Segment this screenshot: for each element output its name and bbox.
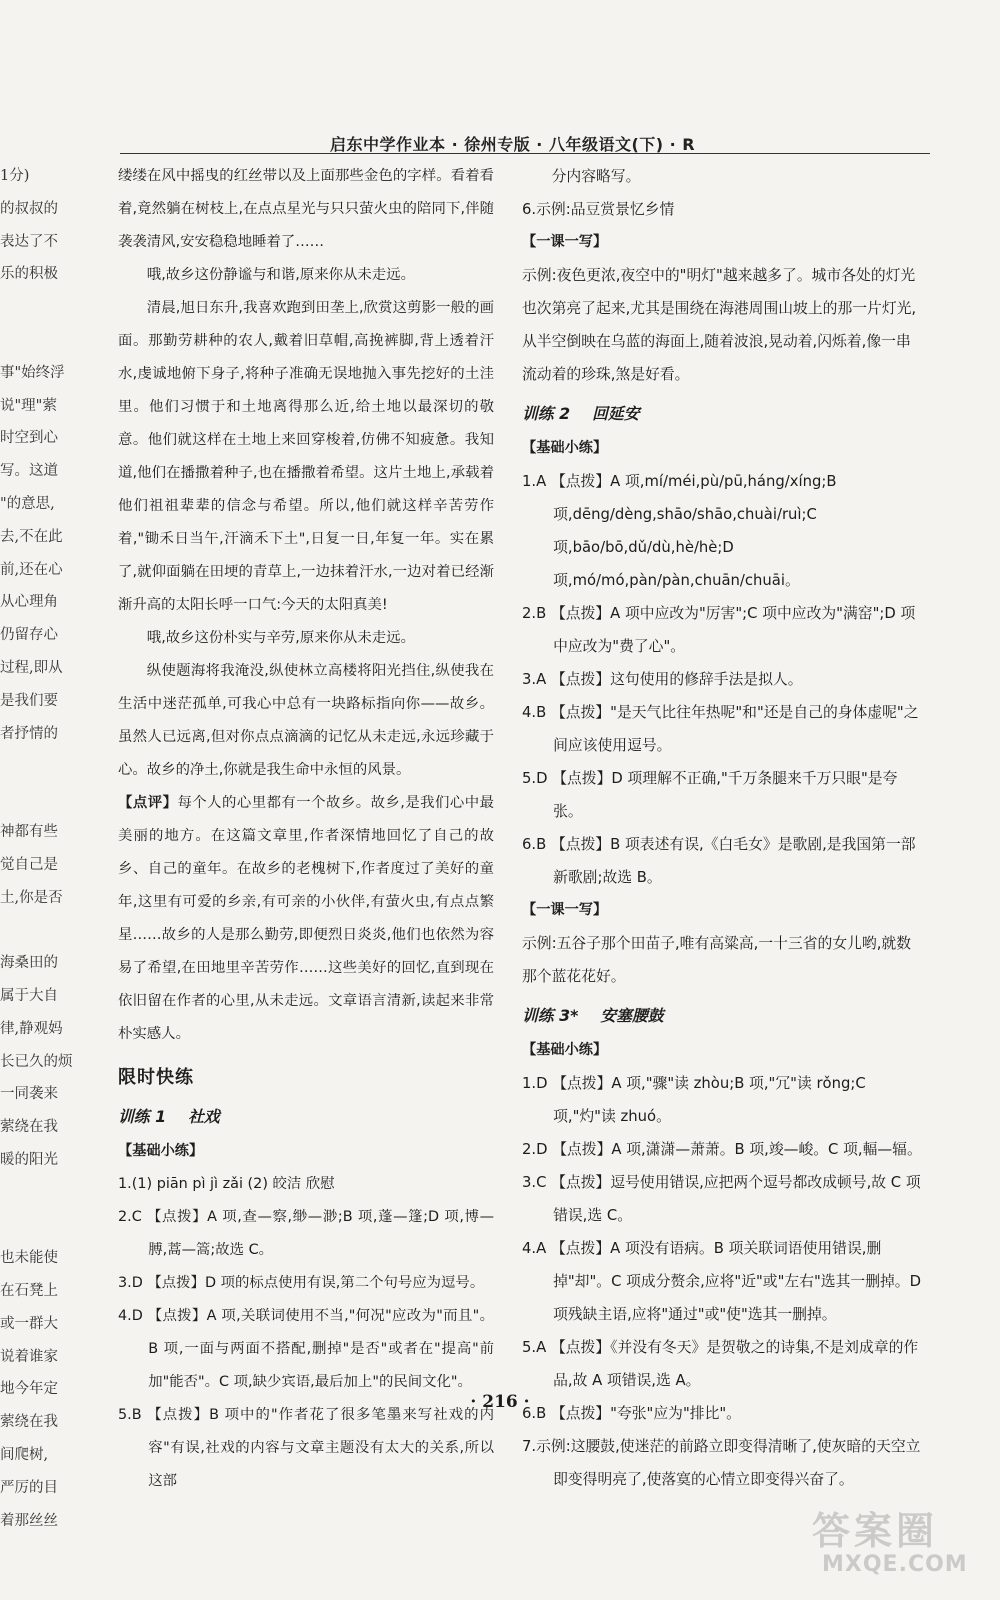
left-line: 表达了不 [0,233,58,250]
essay-paragraph: 纵使题海将我淹没,纵使林立高楼将阳光挡住,纵使我在生活中迷茫孤单,可我心中总有一块路标指向你——故乡。虽然人已远离,但对你点点滴滴的记忆从未走远,永远珍藏于心。故乡的净土,你就是我生命中永恒的风景。 [118,663,494,778]
left-line: 写。这道 [0,463,58,480]
left-line: 者抒情的 [0,725,58,742]
answer-item: 2.D 【点拨】A 项,潇潇—萧萧。B 项,竣—峻。C 项,輻—辐。 [522,1141,922,1158]
answer-item: 4.D 【点拨】A 项,关联词使用不当,"何况"应改为"而且"。B 项,一面与两面不搭配,删掉"是否"或者在"提高"前加"能否"。C 项,缺少宾语,最后加上"的民间文化"。 [118,1308,494,1390]
writing-sample: 示例:五谷子那个田苗子,唯有高粱高,一十三省的女儿哟,就数那个蓝花花好。 [522,935,912,985]
comment-label: 【点评】 [118,795,178,811]
left-line [0,750,78,783]
essay-paragraph: 哦,故乡这份静谧与和谐,原来你从未走远。 [146,267,415,283]
left-line: 过程,即从 [0,659,63,676]
answer-item: 2.C 【点拨】A 项,查—察,缈—渺;B 项,蓬—篷;D 项,博—膊,蒿—篙;故选 C。 [118,1209,494,1258]
training-heading [522,397,924,430]
left-line [0,914,78,947]
left-line: 着那丝丝 [0,1512,58,1529]
page-number: · 216 · [470,1392,530,1412]
answer-item: 3.A 【点拨】这句使用的修辞手法是拟人。 [522,671,803,688]
left-line: 说"理"萦 [0,397,57,414]
left-line: 事"始终浮 [0,364,65,381]
left-line: 间爬树, [0,1447,49,1464]
answer-item: 1.(1) piān pì jì zǎi (2) 皎洁 欣慰 [118,1176,335,1192]
answer-line: 分内容略写。 [551,168,641,185]
left-line: 一同袭来 [0,1086,58,1103]
left-page-fragment [0,160,78,1537]
left-line: 仍留存心 [0,627,58,644]
left-line [0,1177,78,1210]
left-line [0,291,78,324]
left-line: 去,不在此 [0,528,63,545]
training-name: 回延安 [592,404,640,423]
training-label: 训练 2 [522,404,571,423]
answer-item: 1.A 【点拨】A 项,mí/méi,pù/pū,háng/xíng;B 项,dēng/dèng,shāo/shāo,chuài/ruì;C 项,bāo/bō,dǔ/dù,hè/hè;D 项,mó/mó,pàn/pàn,chuān/chuāi。 [522,473,837,589]
left-line: 1分) [0,168,30,184]
essay-paragraph: 清晨,旭日东升,我喜欢跑到田垄上,欣赏这剪影一般的画面。那勤劳耕种的农人,戴着旧草帽,高挽裤脚,背上透着汗水,虔诚地俯下身子,将种子准确无误地抛入事先挖好的土洼里。他们习惯于和土地离得那么近,给土地以最深切的敬意。他们就这样在土地上来回穿梭着,仿佛不知疲惫。我知道,他们在播撒着种子,也在播撒着希望。这片土地上,承载着他们祖祖辈辈的信念与希望。所以,他们就这样辛苦劳作着,"锄禾日当午,汗滴禾下土",日复一日,年复一年。实在累了,就仰面躺在田埂的青草上,一边抹着汗水,一边对着已经渐渐升高的太阳长呼一口气:今天的太阳真美! [118,300,494,613]
answer-item: 3.D 【点拨】D 项的标点使用有误,第二个句号应为逗号。 [118,1275,485,1291]
training-name: 安塞腰鼓 [600,1006,664,1025]
left-line: 是我们要 [0,692,58,709]
answer-item: 4.A 【点拨】A 项没有语病。B 项关联词语使用错误,删掉"却"。C 项成分赘余,应将"近"或"左右"选其一删掉。D 项残缺主语,应将"通过"或"使"选其一删掉。 [522,1240,921,1323]
answer-line: 6.示例:品豆赏景忆乡情 [522,201,675,218]
training-heading [118,1100,494,1133]
left-line: 也未能使 [0,1250,58,1267]
right-column [522,160,924,1496]
subsection-title: 【一课一写】 [522,234,608,250]
left-line: 或一群大 [0,1315,58,1332]
answer-item: 5.A 【点拨】《并没有冬天》是贺敬之的诗集,不是刘成章的作品,故 A 项错误,选 A。 [522,1339,919,1389]
training-heading [522,999,924,1032]
left-line: 觉自己是 [0,856,58,873]
left-line: 海桑田的 [0,955,58,972]
section-title: 限时快练 [118,1067,194,1088]
left-line: 前,还在心 [0,561,63,578]
left-line: 严厉的目 [0,1479,58,1496]
writing-sample: 示例:夜色更浓,夜空中的"明灯"越来越多了。城市各处的灯光也次第亮了起来,尤其是围绕在海港周围山坡上的那一片灯光,从半空倒映在乌蓝的海面上,随着波浪,晃动着,闪烁着,像一串流动着的珍珠,煞是好看。 [522,267,917,383]
left-line: 律,静观妈 [0,1020,63,1037]
left-line: "的意思, [0,495,55,512]
left-line [0,324,78,357]
left-line: 地今年定 [0,1381,58,1398]
answer-item: 4.B 【点拨】"是天气比往年热呢"和"还是自己的身体虚呢"之间应该使用逗号。 [522,704,919,754]
training-name: 社戏 [188,1107,220,1126]
header-rule [120,153,930,154]
answer-item: 2.B 【点拨】A 项中应改为"厉害";C 项中应改为"满窑";D 项中应改为"费了心"。 [522,605,916,655]
training-label: 训练 1 [118,1107,167,1126]
answer-item: 7.示例:这腰鼓,使迷茫的前路立即变得清晰了,使灰暗的天空立即变得明亮了,使落寞的心情立即变得兴奋了。 [522,1438,921,1488]
left-line: 属于大自 [0,987,58,1004]
watermark-text: 答案圈 [812,1509,939,1553]
left-line: 萦绕在我 [0,1414,58,1431]
answer-item: 5.B 【点拨】B 项中的"作者花了很多笔墨来写社戏的内容"有误,社戏的内容与文章主题没有太大的关系,所以这部 [118,1407,494,1489]
essay-paragraph: 缕缕在风中摇曳的红丝带以及上面那些金色的字样。看着看着,竟然躺在树枝上,在点点星光与只只萤火虫的陪同下,伴随袭袭清风,安安稳稳地睡着了…… [118,168,494,250]
subsection-title: 【基础小练】 [522,440,608,456]
left-line: 土,你是否 [0,889,63,906]
watermark-url: MXQE.COM [822,1552,968,1577]
left-line [0,1210,78,1243]
left-line: 乐的积极 [0,266,58,283]
comment-text: 每个人的心里都有一个故乡。故乡,是我们心中最美丽的地方。在这篇文章里,作者深情地回忆了自己的故乡、自己的童年。在故乡的老槐树下,作者度过了美好的童年,这里有可爱的乡亲,有可亲的小伙伴,有萤火虫,有点点繁星……故乡的人是那么勤劳,即便烈日炎炎,他们也依然为容易了希望,在田地里辛苦劳作……这些美好的回忆,直到现在依旧留在作者的心里,从未走远。文章语言清新,读起来非常朴实感人。 [118,795,494,1042]
left-line: 长已久的烦 [0,1053,73,1070]
subsection-title: 【一课一写】 [522,902,608,918]
left-line: 萦绕在我 [0,1119,58,1136]
subsection-title: 【基础小练】 [522,1042,608,1058]
left-line: 神都有些 [0,823,58,840]
subsection-title: 【基础小练】 [118,1143,204,1159]
left-line [0,783,78,816]
middle-column [118,160,494,1498]
answer-item: 1.D 【点拨】A 项,"骤"读 zhòu;B 项,"冗"读 rǒng;C 项,"灼"读 zhuó。 [522,1075,866,1125]
left-line: 从心理角 [0,594,58,611]
answer-item: 6.B 【点拨】"夸张"应为"排比"。 [522,1405,741,1422]
left-line: 暖的阳光 [0,1151,58,1168]
answer-item: 6.B 【点拨】B 项表述有误,《白毛女》是歌剧,是我国第一部新歌剧;故选 B。 [522,836,916,886]
left-line: 的叔叔的 [0,200,58,217]
answer-item: 5.D 【点拨】D 项理解不正确,"千万条腿来千万只眼"是夸张。 [522,770,898,820]
answer-item: 3.C 【点拨】逗号使用错误,应把两个逗号都改成顿号,故 C 项错误,选 C。 [522,1174,921,1224]
left-line: 时空到心 [0,430,58,447]
training-label: 训练 3* [522,1006,579,1025]
running-header: 启东中学作业本 · 徐州专版 · 八年级语文(下) · R [330,135,696,154]
comment-paragraph [118,787,494,1051]
left-line: 说着谁家 [0,1348,58,1365]
watermark-logo [812,1500,992,1590]
essay-paragraph: 哦,故乡这份朴实与辛劳,原来你从未走远。 [146,630,415,646]
left-line: 在石凳上 [0,1283,58,1300]
